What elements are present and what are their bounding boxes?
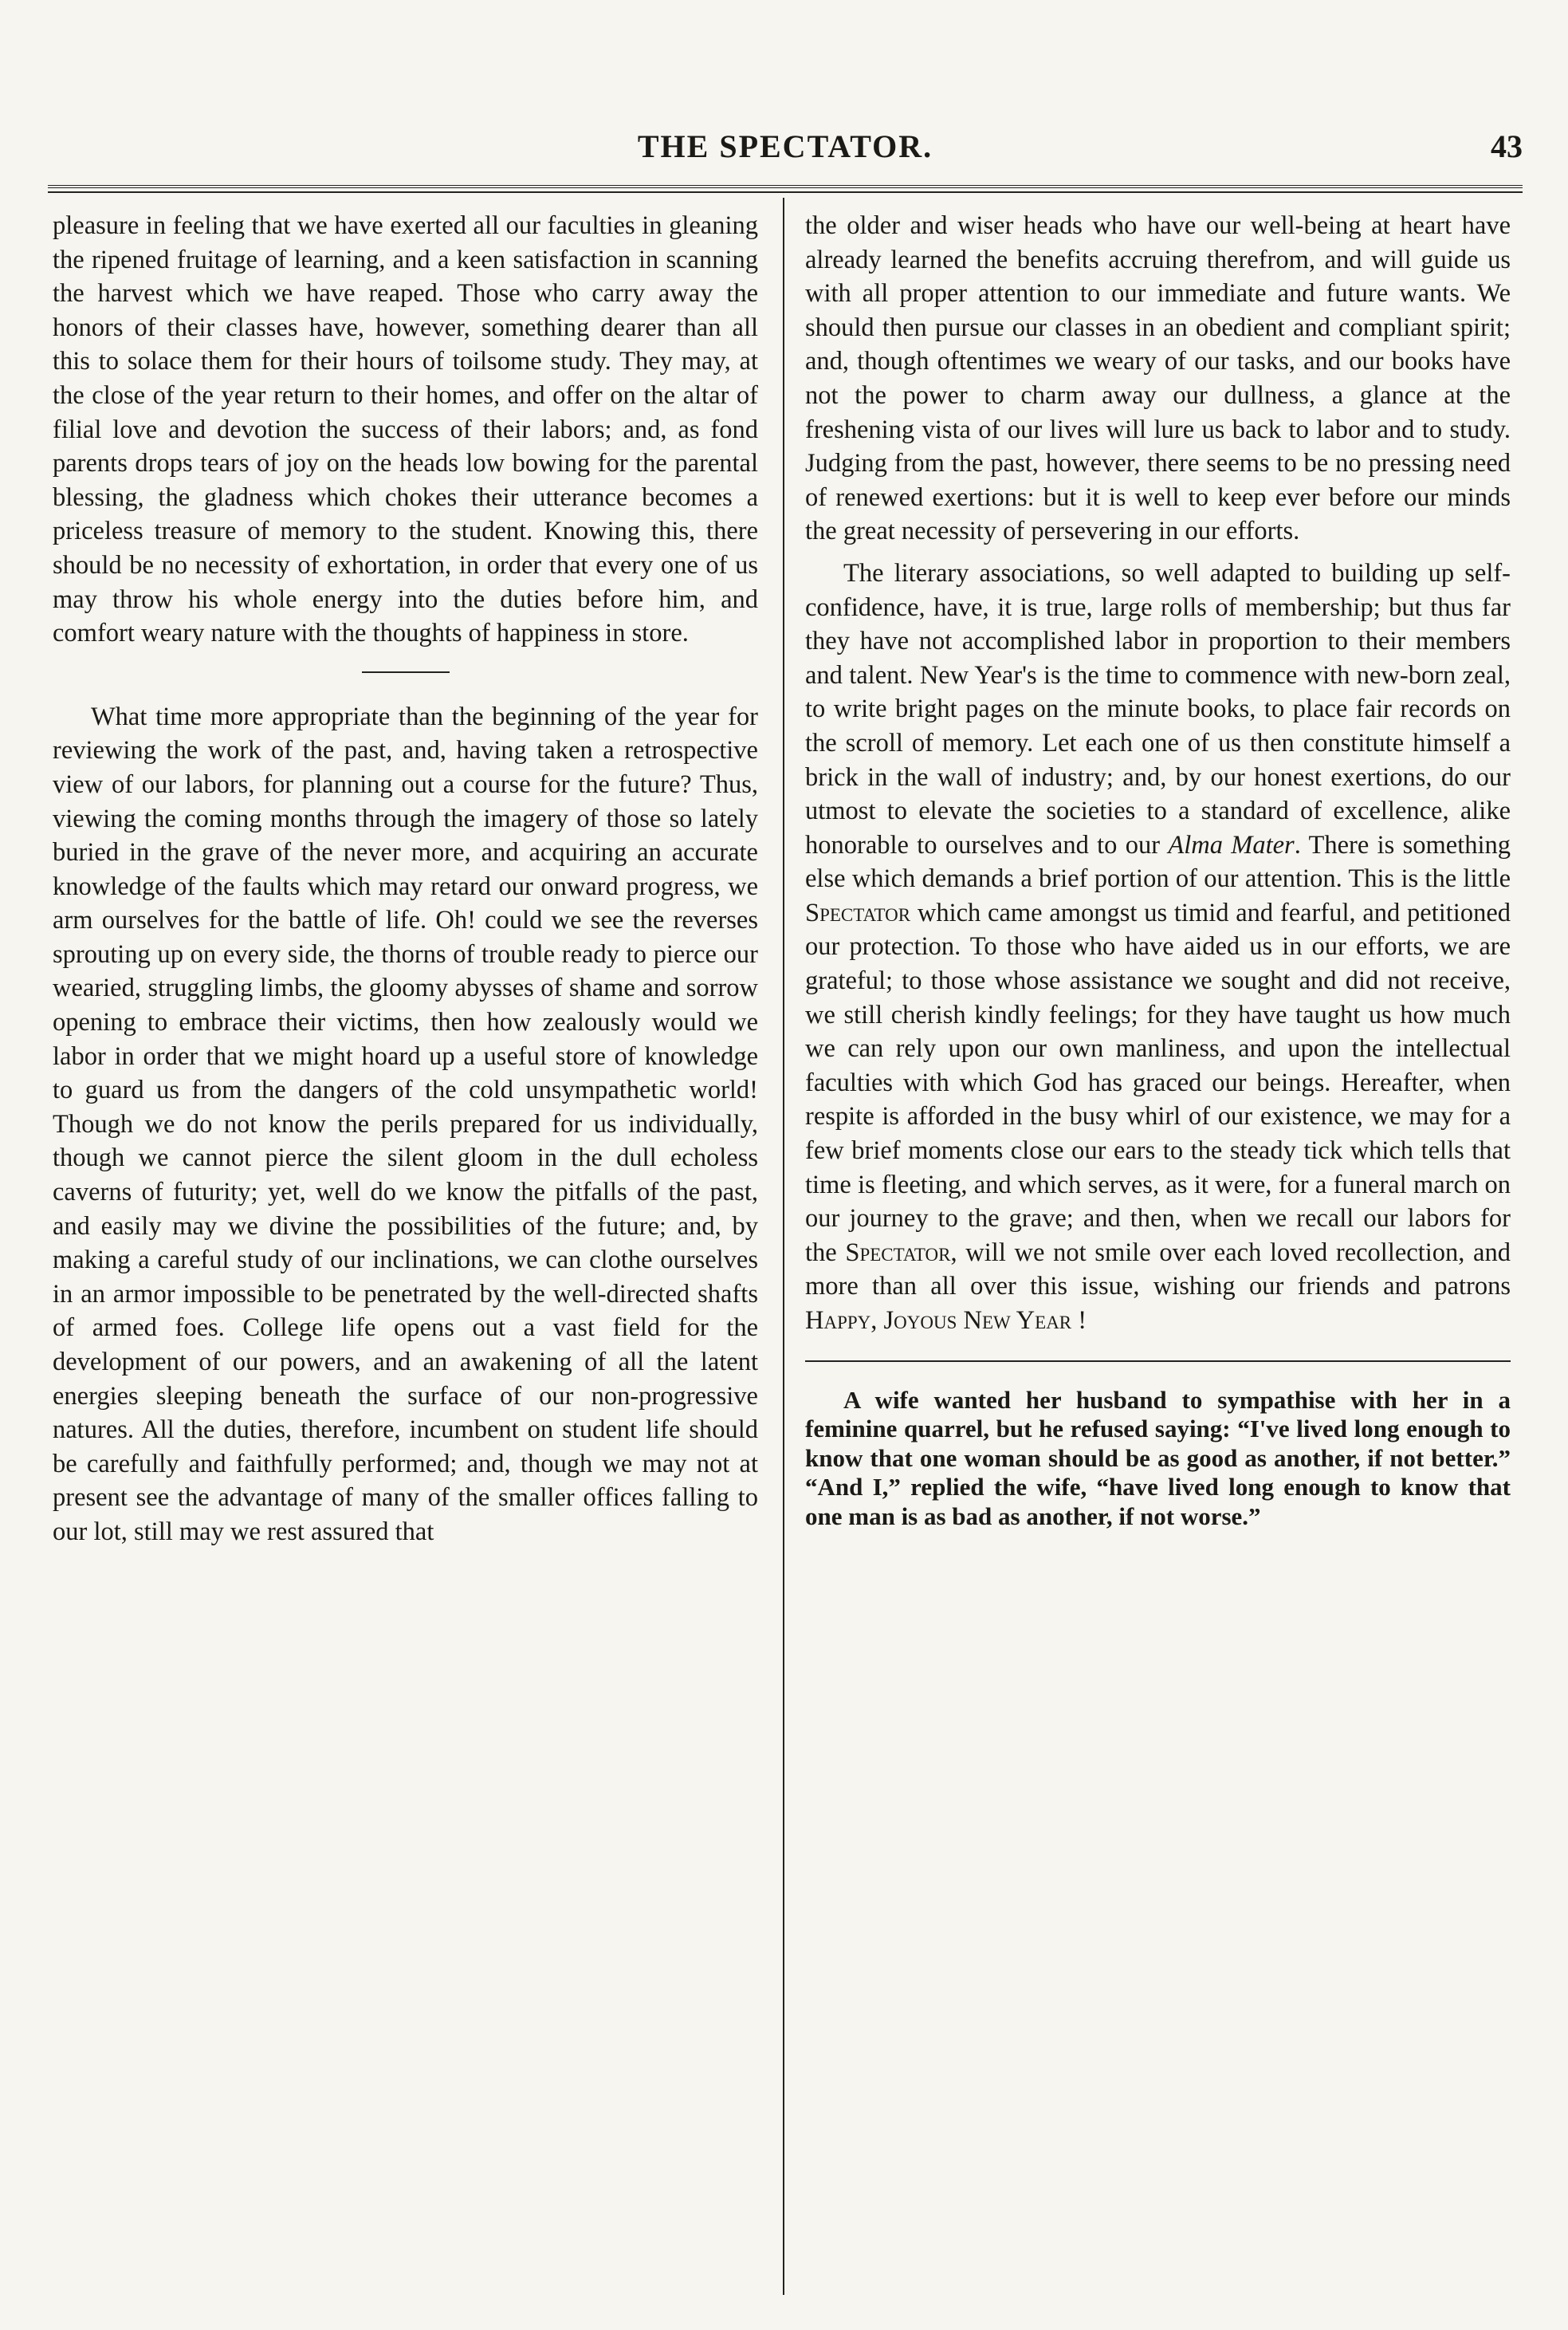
right-column (805, 209, 1511, 1532)
anecdote-paragraph: A wife wanted her husband to sympathise with her in a feminine quarrel, but he refused saying: “I've lived long enough to know that one woman should be as good as another, if not better.” “And I,” replied the wife, “have lived long enough to know that one man is as bad as another, if not worse.” (805, 1385, 1511, 1530)
text-run: The literary associations, so well adapted to building up self-confidence, have, it is true, large rolls of membership; but thus far they have not accomplished labor in proportion to their members and talent. New Year's is the time to commence with new-born zeal, to write bright pages on the minute books, to place fair records on the scroll of memory. Let each one of us then constitute himself a brick in the wall of industry; and, by our honest exertions, do our utmost to elevate the societies to a standard of excellence, alike honorable to ourselves and to our (805, 558, 1511, 860)
text-run: ! (1078, 1306, 1087, 1335)
left-paragraph-2: What time more appropriate than the beginning of the year for reviewing the work of the past, and, having taken a retrospective view of our labors, for planning out a course for the future? Thus, viewing the coming months through the imagery of those so lately buried in the grave of the never more, and acquiring an accurate knowledge of the faults which may retard our onward progress, we arm ourselves for the battle of life. Oh! could we see the reverses sprouting up on every side, the thorns of trouble ready to pierce our wearied, struggling limbs, the gloomy abysses of shame and sorrow opening to embrace their victims, then how zealously would we labor in order that we might hoard up a useful store of knowledge to guard us from the dangers of the cold unsympathetic world! Though we do not know the perils prepared for us individually, though we cannot pierce the silent gloom in the dull echoless caverns of futurity; yet, well do we know the pitfalls of the past, and easily may we divine the possibilities of the future; and, by making a careful study of our inclinations, we can clothe ourselves in an armor impossible to be penetrated by the well-directed shafts of armed foes. College life opens out a vast field for the development of our powers, and an awakening of all the latent energies sleeping beneath the surface of our non-progressive natures. All the duties, therefore, incumbent on student life should be carefully and faithfully performed; and, though we may not at present see the advantage of many of the smaller offices falling to our lot, still may we rest assured that (53, 702, 758, 1546)
anecdote-rule (805, 1360, 1511, 1362)
page-header (48, 120, 1523, 175)
spectator-name: Spectator (805, 898, 911, 927)
new-year-greeting: Happy, Joyous New Year (805, 1306, 1072, 1335)
section-rule (362, 671, 450, 673)
publication-title: THE SPECTATOR. (637, 128, 933, 164)
spectator-name: Spectator (845, 1238, 951, 1267)
header-rule (48, 185, 1523, 193)
column-divider (783, 198, 784, 2295)
text-run: , will we not smile over each loved recollection, and more than all over this issue, wishing our friends and patrons (805, 1238, 1511, 1301)
right-paragraph-2 (805, 557, 1511, 1338)
page-number: 43 (1491, 128, 1523, 164)
left-paragraph-1: pleasure in feeling that we have exerted all our faculties in gleaning the ripened fruitage of learning, and a keen satisfaction in scanning the harvest which we have reaped. Those who carry away the honors of their classes have, however, something dearer than all this to solace them for their hours of toilsome study. They may, at the close of the year return to their homes, and offer on the altar of filial love and devotion the success of their labors; and, as fond parents drops tears of joy on the heads low bowing for the parental blessing, the gladness which chokes their utterance becomes a priceless treasure of memory to the student. Knowing this, there should be no necessity of exhortation, in order that every one of us may throw his whole energy into the duties before him, and comfort weary nature with the thoughts of happiness in store. (53, 211, 758, 648)
right-paragraph-1: the older and wiser heads who have our well-being at heart have already learned the benefits accruing therefrom, and will guide us with all proper attention to our immediate and future wants. We should then pursue our classes in an obedient and compliant spirit; and, though oftentimes we weary of our tasks, and our books have not the power to charm away our dullness, a glance at the freshening vista of our lives will lure us back to labor and to study. Judging from the past, however, there seems to be no pressing need of renewed exertions: but it is well to keep ever before our minds the great necessity of persevering in our efforts. (805, 211, 1511, 546)
text-run: . There is something else which demands a brief portion of our attention. This is the little (805, 830, 1511, 894)
text-run: which came amongst us timid and fearful, and petitioned our protection. To those who have aided us in our efforts, we are grateful; to those whose assistance we sought and did not receive, we still cherish kindly feelings; for they have taught us how much we can rely upon our own manliness, and upon the intellectual faculties with which God has graced our beings. Hereafter, when respite is afforded in the busy whirl of our existence, we may for a few brief moments close our ears to the steady tick which tells that time is fleeting, and which serves, as it were, for a funeral march on our journey to the grave; and then, when we recall our labors for the (805, 898, 1511, 1267)
alma-mater-italic: Alma Mater (1168, 830, 1295, 860)
left-column (53, 209, 758, 1549)
